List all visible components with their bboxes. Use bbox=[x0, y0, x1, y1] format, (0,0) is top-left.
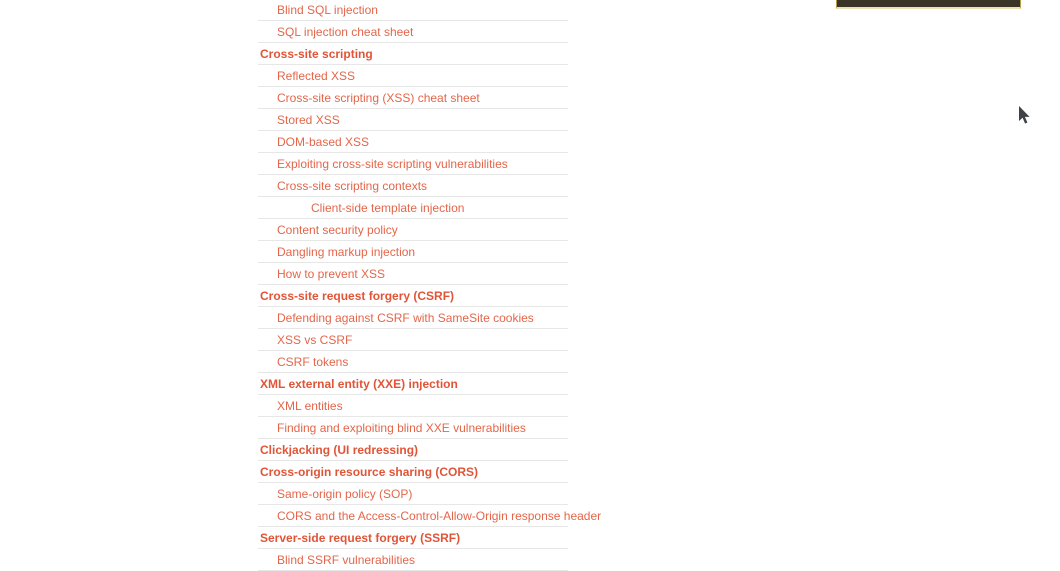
list-item bbox=[258, 549, 568, 571]
list-item bbox=[258, 109, 568, 131]
topic-link[interactable]: Stored XSS bbox=[277, 112, 340, 127]
list-item bbox=[258, 483, 568, 505]
topics-list bbox=[258, 0, 602, 571]
topic-link[interactable]: Blind SQL injection bbox=[277, 2, 378, 17]
topic-link[interactable]: CSRF tokens bbox=[277, 354, 349, 369]
list-item bbox=[258, 263, 568, 285]
list-item bbox=[258, 241, 568, 263]
list-item bbox=[258, 373, 568, 395]
list-item bbox=[258, 329, 568, 351]
list-item bbox=[258, 65, 568, 87]
list-item bbox=[258, 175, 568, 197]
list-item bbox=[258, 0, 568, 21]
banner-fragment[interactable] bbox=[836, 0, 1021, 9]
topic-header-link[interactable]: Server-side request forgery (SSRF) bbox=[260, 530, 461, 545]
list-item bbox=[258, 43, 568, 65]
topic-link[interactable]: Defending against CSRF with SameSite cookies bbox=[277, 310, 534, 325]
topic-link[interactable]: Client-side template injection bbox=[311, 200, 465, 215]
list-item bbox=[258, 439, 568, 461]
topic-link[interactable]: How to prevent XSS bbox=[277, 266, 386, 281]
list-item bbox=[258, 87, 568, 109]
topic-link[interactable]: DOM-based XSS bbox=[277, 134, 370, 149]
topic-link[interactable]: Finding and exploiting blind XXE vulnerabilities bbox=[277, 420, 526, 435]
topic-header-link[interactable]: Cross-origin resource sharing (CORS) bbox=[260, 464, 479, 479]
topic-link[interactable]: XML entities bbox=[277, 398, 343, 413]
list-item bbox=[258, 197, 568, 219]
list-item bbox=[258, 417, 568, 439]
topic-header-link[interactable]: Clickjacking (UI redressing) bbox=[260, 442, 419, 457]
topic-link[interactable]: Cross-site scripting contexts bbox=[277, 178, 428, 193]
topic-link[interactable]: Exploiting cross-site scripting vulnerabilities bbox=[277, 156, 508, 171]
list-item bbox=[258, 461, 568, 483]
topic-header-link[interactable]: Cross-site request forgery (CSRF) bbox=[260, 288, 455, 303]
topic-header-link[interactable]: Cross-site scripting bbox=[260, 46, 373, 61]
list-item bbox=[258, 21, 568, 43]
list-item bbox=[258, 153, 568, 175]
list-item bbox=[258, 395, 568, 417]
list-item bbox=[258, 219, 568, 241]
mouse-cursor-icon bbox=[1018, 106, 1032, 126]
topic-link[interactable]: CORS and the Access-Control-Allow-Origin response header bbox=[277, 508, 602, 523]
topic-link[interactable]: Reflected XSS bbox=[277, 68, 356, 83]
list-item bbox=[258, 285, 568, 307]
list-item bbox=[258, 527, 568, 549]
list-item bbox=[258, 351, 568, 373]
list-item bbox=[258, 307, 568, 329]
topic-link[interactable]: Cross-site scripting (XSS) cheat sheet bbox=[277, 90, 480, 105]
topic-link[interactable]: Content security policy bbox=[277, 222, 398, 237]
topic-link[interactable]: Same-origin policy (SOP) bbox=[277, 486, 413, 501]
topic-link[interactable]: SQL injection cheat sheet bbox=[277, 24, 414, 39]
list-item bbox=[258, 505, 602, 527]
list-item bbox=[258, 131, 568, 153]
topic-link[interactable]: XSS vs CSRF bbox=[277, 332, 353, 347]
topic-link[interactable]: Blind SSRF vulnerabilities bbox=[277, 552, 416, 567]
topic-link[interactable]: Dangling markup injection bbox=[277, 244, 416, 259]
topic-header-link[interactable]: XML external entity (XXE) injection bbox=[260, 376, 458, 391]
